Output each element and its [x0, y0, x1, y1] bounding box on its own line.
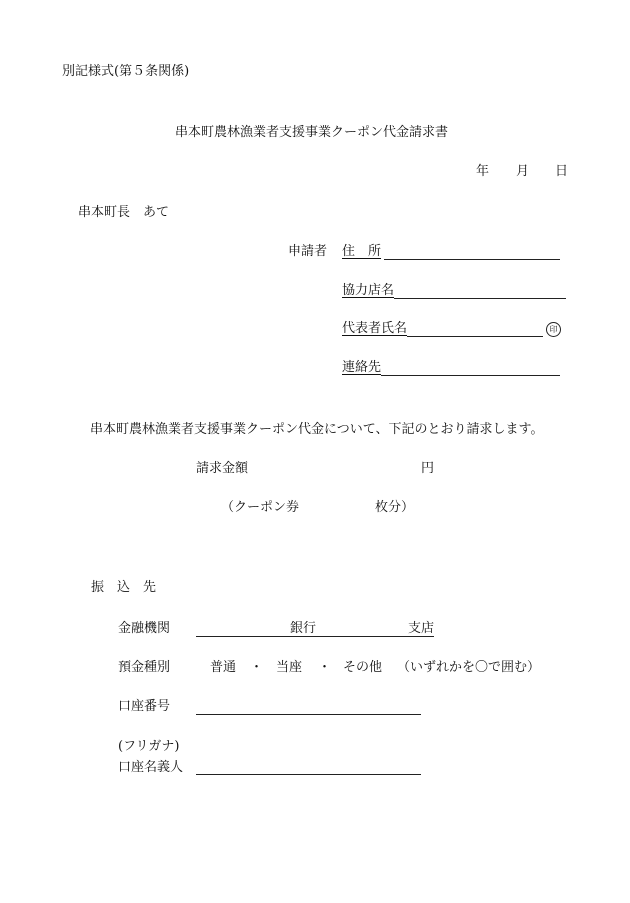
option-ordinary[interactable]: 普通: [210, 660, 237, 675]
option-separator: ・: [318, 660, 332, 675]
date-day: 日: [555, 164, 569, 179]
option-separator: ・: [250, 660, 264, 675]
furigana-label: (フリガナ): [118, 739, 180, 754]
store-name-label: 協力店名: [342, 283, 395, 298]
address-label: 住 所: [342, 244, 382, 259]
addressee: 串本町長 あて: [78, 205, 170, 220]
branch-suffix: 支店: [408, 621, 435, 636]
option-other[interactable]: その他: [343, 660, 383, 675]
applicant-label: 申請者: [288, 244, 328, 259]
account-holder-label: 口座名義人: [118, 760, 184, 775]
seal-icon: 印: [546, 321, 561, 337]
date-month: 月: [516, 164, 530, 179]
body-text: 串本町農林漁業者支援事業クーポン代金について、下記のとおり請求します。: [90, 422, 544, 437]
contact-label: 連絡先: [342, 360, 382, 375]
bank-label: 金融機関: [118, 621, 171, 636]
coupon-open: （クーポン券: [221, 500, 300, 515]
document-title: 串本町農林漁業者支援事業クーポン代金請求書: [175, 125, 449, 140]
bank-suffix: 銀行: [290, 621, 317, 636]
store-name-field[interactable]: [394, 298, 566, 299]
address-field[interactable]: [384, 259, 560, 260]
amount-label: 請求金額: [196, 461, 249, 476]
representative-label: 代表者氏名: [342, 321, 408, 336]
deposit-label: 預金種別: [118, 660, 171, 675]
amount-unit: 円: [421, 461, 435, 476]
transfer-heading: 振 込 先: [91, 580, 157, 595]
option-note: （いずれかを〇で囲む）: [397, 660, 541, 675]
account-holder-field[interactable]: [196, 774, 421, 775]
representative-field[interactable]: [407, 336, 543, 337]
contact-field[interactable]: [381, 375, 560, 376]
account-number-label: 口座番号: [118, 699, 171, 714]
coupon-close: 枚分）: [375, 500, 415, 515]
form-label: 別記様式(第５条関係): [62, 64, 190, 79]
account-number-field[interactable]: [196, 714, 421, 715]
option-current[interactable]: 当座: [276, 660, 303, 675]
date-year: 年: [476, 164, 490, 179]
